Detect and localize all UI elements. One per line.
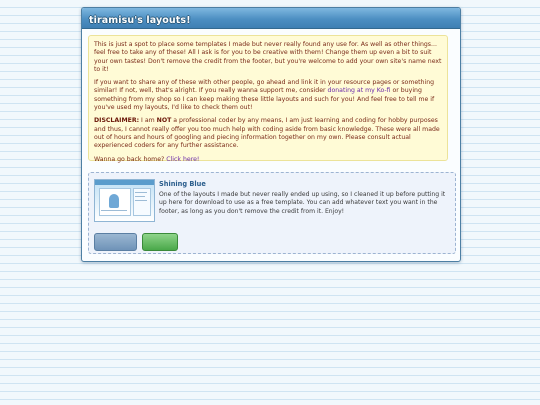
share-text-end: or buying something from my shop so I can keep making these little layouts and such for you! And feel free to tell me if you've used my layouts, I'd like to check them out! [94,87,435,112]
layout-description: One of the layouts I made but never really ended up using, so I cleaned it up before putting it up here for download to use as a free template. You can add whatever text you want in the footer, as long as you don't remove the credit from it. Enjoy! [159,191,446,215]
notice-paragraph-home [94,156,443,164]
window-title: tiramisu's layouts! [89,15,191,26]
download-button[interactable] [142,233,178,251]
home-prompt: Wanna go back home? [94,155,167,163]
share-text-start: If you want to share any of these with other people, go ahead and link it in your resource pages or something similar! If not, well, that's alright. If you really wanna support me, consider [94,79,435,95]
thumbnail-text-line [135,196,145,197]
disclaimer-text-start: I am [139,117,157,125]
thumbnail-character-image [109,194,119,208]
notice-paragraph-intro: This is just a spot to place some templates I made but never really found any use for. As well as other things... feel free to take any of these! All I ask is for you to be creative with them! Change them up even a bit to suit your own tastes! Don't remove the credit from the footer, but you're welcome to add your own site's name next to it! [94,41,442,73]
disclaimer-text-end: a professional coder by any means, I am just learning and coding for hobby purposes and thus, I cannot really offer you too much help with coding aside from basic knowledge. These were all made out of hours and hours of googling and piecing information together on my own. Please consult actual experienced coders for any further assistance. [94,117,440,150]
disclaimer-not: NOT [156,117,172,125]
kofi-link[interactable]: donating at my Ko-fi [327,87,391,95]
notice-paragraph-disclaimer [94,117,443,150]
preview-button[interactable] [94,233,137,251]
layout-thumbnail[interactable] [94,179,155,222]
thumbnail-header-bar [95,180,154,185]
disclaimer-label: DISCLAIMER: [94,117,140,125]
window-titlebar [82,8,460,29]
notice-paragraph-share [94,79,443,112]
info-notice [88,35,448,161]
thumbnail-text-line [101,210,127,211]
layout-title: Shining Blue [159,180,206,188]
layout-card [88,172,456,254]
home-link[interactable]: Click here! [166,155,200,163]
thumbnail-text-line [135,200,147,201]
layouts-window [81,7,461,262]
thumbnail-text-line [135,192,147,193]
